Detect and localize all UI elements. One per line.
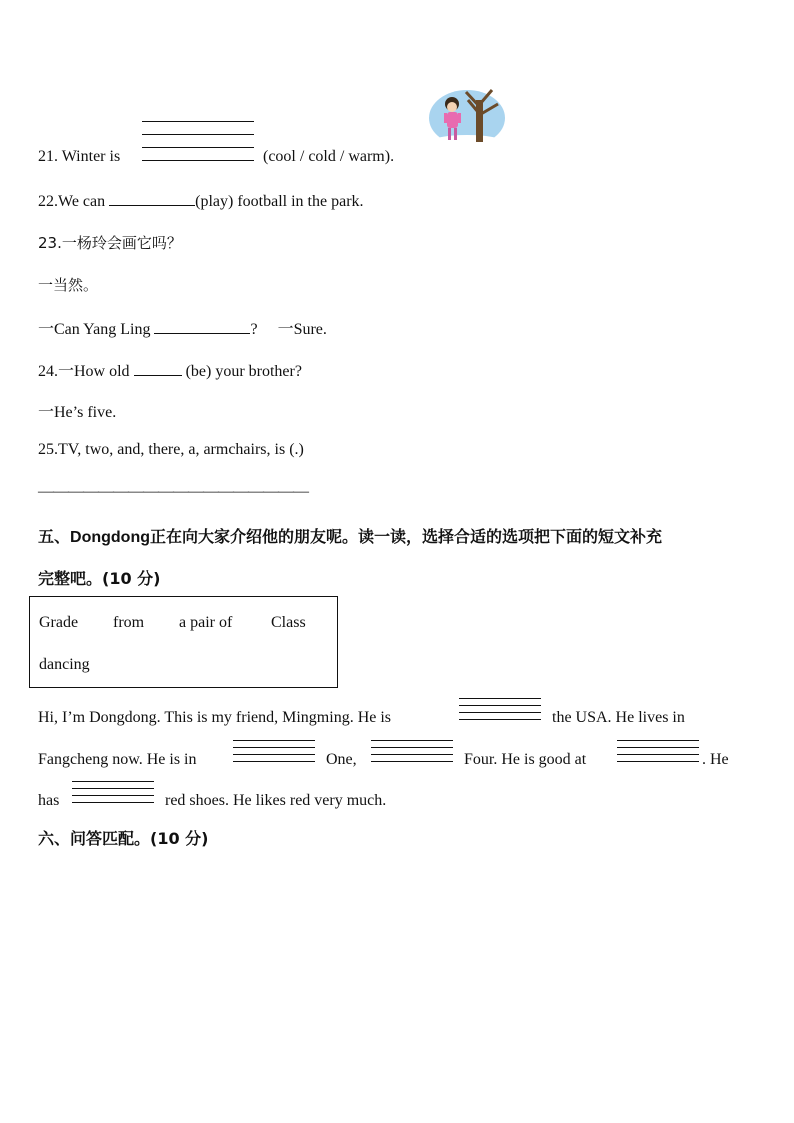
passage-line3-a: has	[38, 792, 60, 809]
blank-2-lines[interactable]	[233, 740, 315, 764]
q23-text-before: 一Can Yang Ling	[38, 321, 151, 338]
q22-text-after: (play) football in the park.	[195, 193, 364, 210]
q23-blank[interactable]	[154, 319, 250, 334]
passage-line2-a: Fangcheng now. He is in	[38, 751, 197, 768]
passage-line2-c: Four. He is good at	[464, 751, 587, 768]
q24-line1	[38, 358, 302, 381]
q21-answer-lines[interactable]	[142, 121, 254, 163]
word-from: from	[113, 614, 145, 631]
q21-text: . Winter is	[54, 148, 121, 165]
q25-line1: 25.TV, two, and, there, a, armchairs, is (.)	[38, 441, 304, 458]
q24-line2: 一He’s five.	[38, 404, 117, 421]
q23-question-chinese: 23.一杨玲会画它吗？	[38, 234, 182, 252]
section6-title: 六、问答匹配。(10 分)	[38, 829, 209, 848]
word-class: Class	[271, 614, 306, 631]
q25-answer-line[interactable]: ——————————————————	[38, 483, 308, 500]
word-a-pair-of: a pair of	[179, 614, 233, 631]
passage-line1-b: the USA. He lives in	[552, 709, 685, 726]
section5-title-line2: 完整吧。(10 分)	[38, 569, 161, 588]
q22-text-before: 22.We can	[38, 193, 106, 210]
q21-number: 21	[38, 148, 54, 165]
blank-1-lines[interactable]	[459, 698, 541, 722]
passage-line3-b: red shoes. He likes red very much.	[165, 792, 387, 809]
word-bank-box	[29, 596, 338, 688]
passage-line2-b: One,	[326, 751, 357, 768]
q21-options: (cool / cold / warm).	[263, 148, 395, 165]
winter-girl-illustration	[426, 86, 508, 156]
blank-4-lines[interactable]	[617, 740, 699, 764]
passage-line1-a: Hi, I’m Dongdong. This is my friend, Mingming. He is	[38, 709, 392, 726]
q23-answer-chinese: 一当然。	[38, 276, 99, 294]
blank-3-lines[interactable]	[371, 740, 453, 764]
q23-qmark: ?	[250, 321, 258, 338]
section5-title	[38, 524, 662, 547]
passage-line2-d: . He	[702, 751, 729, 768]
q23-line3	[38, 316, 327, 339]
section5-name: Dongdong	[70, 529, 150, 546]
section5-rest: 正在向大家介绍他的朋友呢。读一读，选择合适的选项把下面的短文补充	[149, 527, 662, 546]
section5-prefix: 五、	[38, 527, 71, 546]
q24-text-after: (be) your brother?	[185, 363, 302, 380]
q24-text-before: 24.一How old	[38, 363, 130, 380]
q22-line	[38, 191, 364, 211]
q24-blank[interactable]	[134, 361, 182, 376]
q21-line	[38, 148, 120, 166]
blank-5-lines[interactable]	[72, 781, 154, 805]
q23-reply: 一Sure.	[277, 321, 327, 338]
q22-blank[interactable]	[109, 191, 195, 206]
word-grade: Grade	[39, 614, 79, 631]
word-dancing: dancing	[39, 656, 90, 673]
